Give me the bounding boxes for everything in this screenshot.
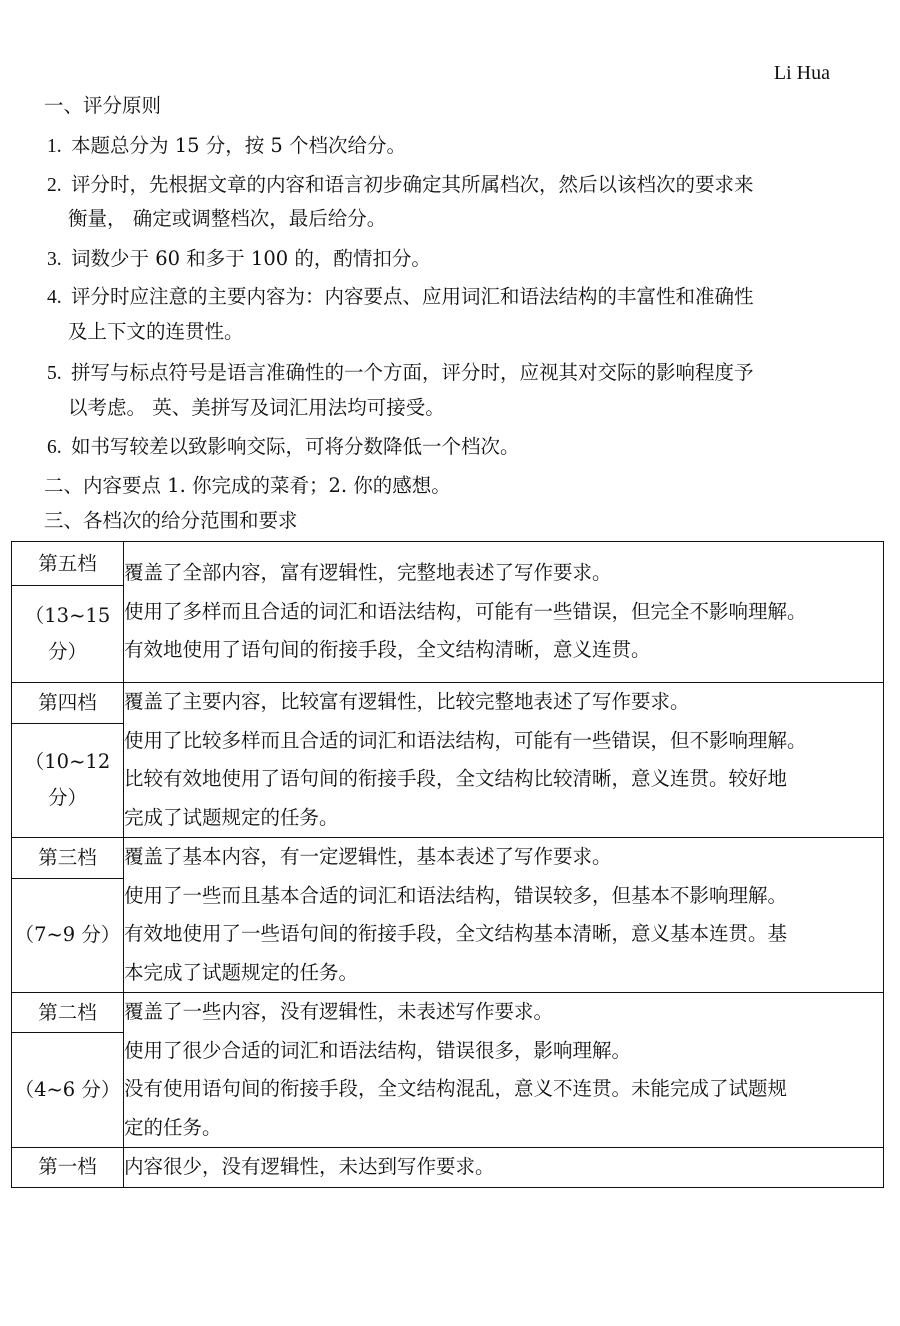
rule-item-6	[47, 433, 520, 462]
grade-description-line: 覆盖了全部内容，富有逻辑性，完整地表述了写作要求。	[124, 561, 612, 585]
grade-description	[124, 542, 884, 683]
rule-item-5-continuation: 以考虑。 英、美拼写及词汇用法均可接受。	[68, 396, 445, 419]
grade-row	[12, 542, 884, 586]
grade-score-range	[12, 586, 124, 683]
grade-description-line: 覆盖了基本内容，有一定逻辑性，基本表述了写作要求。	[124, 845, 612, 868]
rule-text: 词数少于 60 和多于 100 的，酌情扣分。	[71, 247, 431, 270]
grade-description-line: 使用了一些而且基本合适的词汇和语法结构，错误较多，但基本不影响理解。	[124, 883, 788, 907]
grade-description-line: 比较有效地使用了语句间的衔接手段，全文结构比较清晰，意义连贯。较好地	[124, 767, 788, 790]
grade-row	[12, 993, 884, 1033]
rule-text: 拼写与标点符号是语言准确性的一个方面，评分时，应视其对交际的影响程度予	[71, 361, 754, 384]
grade-description-line: 使用了很少合适的词汇和语法结构，错误很多，影响理解。	[124, 1038, 632, 1062]
grade-description-line: 本完成了试题规定的任务。	[124, 960, 359, 984]
grade-description-line: 覆盖了主要内容，比较富有逻辑性，比较完整地表述了写作要求。	[124, 690, 690, 713]
rule-number: 6.	[47, 437, 62, 458]
rule-item-1	[47, 132, 406, 161]
grade-description	[124, 683, 884, 838]
grade-level: 第四档	[12, 683, 124, 724]
rule-number: 4.	[47, 287, 62, 308]
grade-description-line: 使用了多样而且合适的词汇和语法结构，可能有一些错误，但完全不影响理解。	[124, 599, 807, 623]
grade-description-line: 有效地使用了语句间的衔接手段，全文结构清晰，意义连贯。	[124, 638, 651, 662]
rule-item-4	[47, 283, 754, 312]
grade-score-range	[12, 723, 124, 837]
grade-description-line: 内容很少，没有逻辑性，未达到写作要求。	[124, 1155, 495, 1178]
grade-score-range	[12, 1033, 124, 1148]
grade-score-range	[12, 878, 124, 992]
grade-row	[12, 683, 884, 724]
grade-range-line: （7~9 分）	[14, 923, 121, 947]
rule-item-2-continuation: 衡量， 确定或调整档次，最后给分。	[68, 207, 387, 230]
grade-description-line: 定的任务。	[124, 1115, 222, 1139]
rule-item-3	[47, 245, 431, 274]
grade-range-line: 分）	[47, 786, 87, 810]
rule-text: 如书写较差以致影响交际，可将分数降低一个档次。	[71, 435, 520, 458]
grade-level: 第五档	[12, 542, 124, 586]
rule-text: 评分时应注意的主要内容为：内容要点、应用词汇和语法结构的丰富性和准确性	[71, 285, 754, 308]
rule-item-4-continuation: 及上下文的连贯性。	[68, 320, 244, 343]
grade-description-line: 有效地使用了一些语句间的衔接手段，全文结构基本清晰，意义基本连贯。基	[124, 922, 788, 945]
grade-row	[12, 838, 884, 879]
rule-item-5	[47, 359, 754, 388]
rule-number: 1.	[47, 136, 62, 157]
rule-text: 评分时，先根据文章的内容和语言初步确定其所属档次，然后以该档次的要求来	[71, 173, 754, 196]
grade-level: 第一档	[12, 1148, 124, 1188]
grade-description-line: 使用了比较多样而且合适的词汇和语法结构，可能有一些错误，但不影响理解。	[124, 728, 807, 752]
grade-description-line: 覆盖了一些内容，没有逻辑性，未表述写作要求。	[124, 1000, 554, 1023]
grade-description-line: 没有使用语句间的衔接手段，全文结构混乱，意义不连贯。未能完成了试题规	[124, 1077, 788, 1100]
rule-item-2	[47, 171, 754, 200]
rule-number: 2.	[47, 175, 62, 196]
grade-table	[11, 541, 884, 1188]
grade-description	[124, 1148, 884, 1188]
grade-range-line: 分）	[47, 640, 87, 663]
section1-heading: 一、评分原则	[44, 94, 162, 117]
section3-heading: 三、各档次的给分范围和要求	[44, 509, 298, 532]
grade-range-line: （10~12	[24, 750, 111, 774]
grade-range-line: （4~6 分）	[14, 1078, 121, 1102]
grade-level: 第二档	[12, 993, 124, 1033]
grade-row	[12, 1148, 884, 1188]
grade-description	[124, 993, 884, 1148]
section2-heading: 二、内容要点 1. 你完成的菜肴；2. 你的感想。	[44, 474, 451, 497]
grade-level: 第三档	[12, 838, 124, 879]
grade-description-line: 完成了试题规定的任务。	[124, 805, 339, 829]
grade-description	[124, 838, 884, 993]
rule-number: 3.	[47, 249, 62, 270]
rule-number: 5.	[47, 363, 62, 384]
author-name: Li Hua	[773, 62, 830, 84]
rule-text: 本题总分为 15 分，按 5 个档次给分。	[71, 134, 407, 157]
grade-range-line: （13~15	[24, 604, 111, 627]
